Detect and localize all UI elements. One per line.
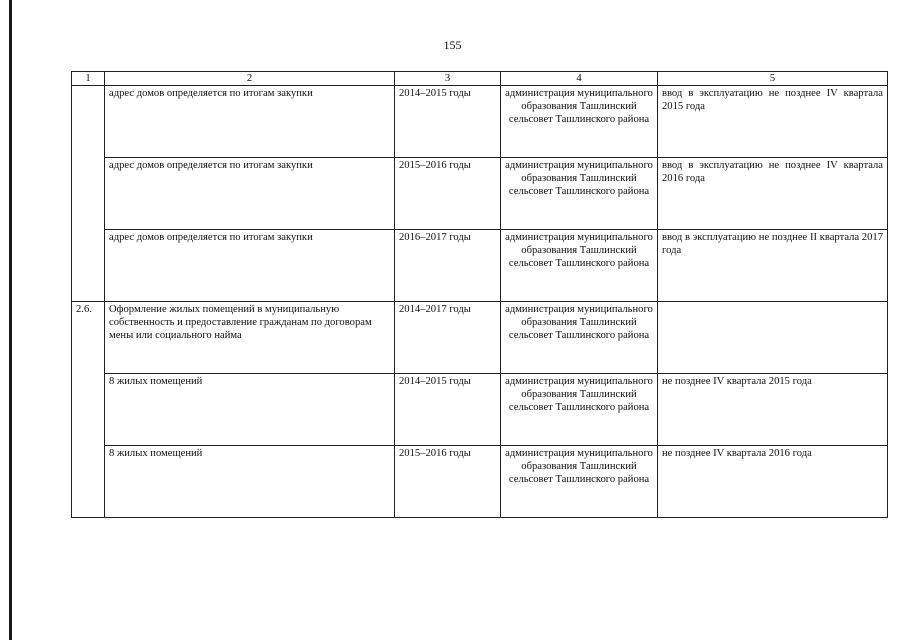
- table-row: [72, 230, 888, 302]
- program-table: [71, 71, 888, 518]
- description-cell: адрес домов определяется по итогам закупки: [105, 86, 395, 158]
- deadline-cell: [658, 302, 888, 374]
- description-cell: 8 жилых помещений: [105, 446, 395, 518]
- responsible-cell: администрация муниципального образования Ташлинский сельсовет Ташлинского района: [501, 158, 658, 230]
- table-row: [72, 86, 888, 158]
- column-header-4: 4: [501, 72, 658, 86]
- description-cell: Оформление жилых помещений в муниципальную собственность и предоставление гражданам по договорам мены или социального найма: [105, 302, 395, 374]
- deadline-cell: не позднее IV квартала 2015 года: [658, 374, 888, 446]
- period-cell: 2015–2016 годы: [395, 158, 501, 230]
- responsible-cell: администрация муниципального образования Ташлинский сельсовет Ташлинского района: [501, 302, 658, 374]
- period-cell: 2015–2016 годы: [395, 446, 501, 518]
- period-cell: 2014–2015 годы: [395, 374, 501, 446]
- page-number: 155: [443, 38, 462, 52]
- table-header-row: [72, 72, 888, 86]
- deadline-cell: не позднее IV квартала 2016 года: [658, 446, 888, 518]
- period-cell: 2016–2017 годы: [395, 230, 501, 302]
- responsible-cell: администрация муниципального образования Ташлинский сельсовет Ташлинского района: [501, 446, 658, 518]
- column-header-1: 1: [72, 72, 105, 86]
- description-cell: 8 жилых помещений: [105, 374, 395, 446]
- period-cell: 2014–2017 годы: [395, 302, 501, 374]
- row-number-cell: [72, 86, 105, 302]
- description-cell: адрес домов определяется по итогам закупки: [105, 230, 395, 302]
- scan-binding-edge: [9, 0, 12, 640]
- table-row: [72, 374, 888, 446]
- responsible-cell: администрация муниципального образования Ташлинский сельсовет Ташлинского района: [501, 86, 658, 158]
- period-cell: 2014–2015 годы: [395, 86, 501, 158]
- deadline-cell: ввод в эксплуатацию не позднее IV квартала 2015 года: [658, 86, 888, 158]
- column-header-3: 3: [395, 72, 501, 86]
- responsible-cell: администрация муниципального образования Ташлинский сельсовет Ташлинского района: [501, 374, 658, 446]
- table-row: [72, 446, 888, 518]
- table-row: [72, 158, 888, 230]
- deadline-cell: ввод в эксплуатацию не позднее IV квартала 2016 года: [658, 158, 888, 230]
- table-row: [72, 302, 888, 374]
- row-number-cell: 2.6.: [72, 302, 105, 518]
- deadline-cell: ввод в эксплуатацию не позднее II квартала 2017 года: [658, 230, 888, 302]
- column-header-5: 5: [658, 72, 888, 86]
- column-header-2: 2: [105, 72, 395, 86]
- responsible-cell: администрация муниципального образования Ташлинский сельсовет Ташлинского района: [501, 230, 658, 302]
- description-cell: адрес домов определяется по итогам закупки: [105, 158, 395, 230]
